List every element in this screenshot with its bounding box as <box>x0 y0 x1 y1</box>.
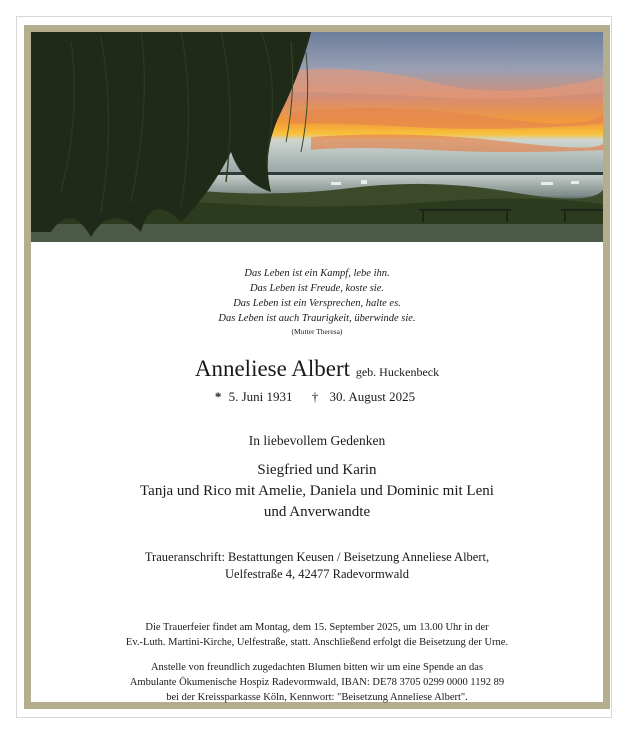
birth-date-group <box>215 389 297 404</box>
memory-heading: In liebevollem Gedenken <box>248 433 386 448</box>
quote-line: Das Leben ist auch Traurigkeit, überwinde sie. <box>218 313 416 324</box>
deceased-name: Anneliese Albert <box>194 356 351 381</box>
cross-icon: † <box>311 389 319 404</box>
ceremony-line: Die Trauerfeier findet am Montag, dem 15. September 2025, um 13.00 Uhr in der <box>145 622 489 633</box>
quote-line: Das Leben ist Freude, koste sie. <box>249 283 385 294</box>
quote-line: Das Leben ist ein Kampf, lebe ihn. <box>244 268 390 279</box>
star-icon: * <box>214 389 222 404</box>
address-line: Uelfestraße 4, 42477 Radevormwald <box>225 567 409 581</box>
donation-info <box>31 660 603 705</box>
mourner-line: und Anverwandte <box>263 504 371 520</box>
mourners-list <box>31 460 603 523</box>
life-dates <box>31 388 603 406</box>
death-date: 30. August 2025 <box>329 389 416 404</box>
birth-name: geb. Huckenbeck <box>355 365 440 379</box>
mourner-line: Tanja und Rico mit Amelie, Daniela und Dominic mit Leni <box>140 483 494 499</box>
donation-line: Anstelle von freundlich zugedachten Blumen bitten wir um eine Spende an das <box>150 662 484 673</box>
donation-line: Ambulante Ökumenische Hospiz Radevormwald, IBAN: DE78 3705 0299 0000 1192 89 <box>129 677 505 688</box>
deceased-name-line <box>31 355 603 386</box>
mourner-line: Siegfried und Karin <box>257 462 377 478</box>
birth-date: 5. Juni 1931 <box>228 389 293 404</box>
quote-block <box>31 266 603 337</box>
donation-line: bei der Kreissparkasse Köln, Kennwort: "Beisetzung Anneliese Albert". <box>166 692 468 703</box>
ceremony-info <box>31 620 603 650</box>
mourning-address <box>31 549 603 583</box>
ceremony-line: Ev.-Luth. Martini-Kirche, Uelfestraße, statt. Anschließend erfolgt die Beisetzung der Urne. <box>125 637 509 648</box>
obituary-frame <box>24 25 610 709</box>
sunset-lake-photo <box>31 32 603 242</box>
quote-author: (Mutter Theresa) <box>291 327 343 336</box>
address-line: Traueranschrift: Bestattungen Keusen / Beisetzung Anneliese Albert, <box>144 550 490 564</box>
quote-line: Das Leben ist ein Versprechen, halte es. <box>233 298 401 309</box>
death-date-group <box>308 389 419 404</box>
